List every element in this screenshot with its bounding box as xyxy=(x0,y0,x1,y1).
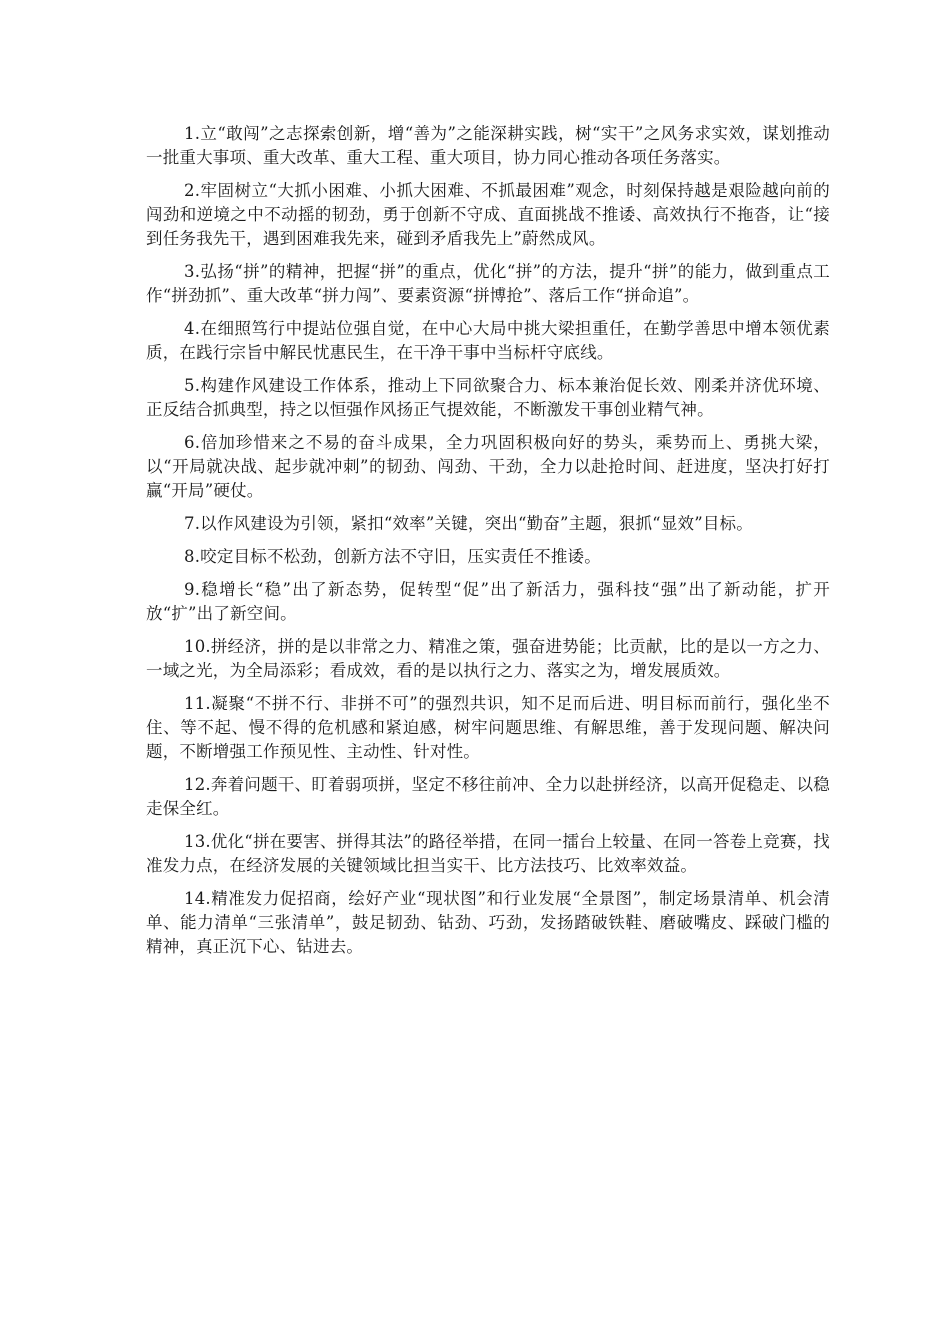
paragraph-3: 3.弘扬“拼”的精神，把握“拼”的重点，优化“拼”的方法，提升“拼”的能力，做到重点工作“拼劲抓”、重大改革“拼力闯”、要素资源“拼博抢”、落后工作“拼命追”。 xyxy=(146,262,830,305)
paragraph-9: 9.稳增长“稳”出了新态势，促转型“促”出了新活力，强科技“强”出了新动能，扩开放“扩”出了新空间。 xyxy=(146,580,830,623)
paragraph-5: 5.构建作风建设工作体系，推动上下同欲聚合力、标本兼治促长效、刚柔并济优环境、正反结合抓典型，持之以恒强作风扬正气提效能，不断激发干事创业精气神。 xyxy=(146,376,830,419)
document-body xyxy=(146,122,830,968)
paragraph-2: 2.牢固树立“大抓小困难、小抓大困难、不抓最困难”观念，时刻保持越是艰险越向前的闯劲和逆境之中不动摇的韧劲，勇于创新不守成、直面挑战不推诿、高效执行不拖沓，让“接到任务我先干，遇到困难我先来，碰到矛盾我先上”蔚然成风。 xyxy=(146,181,830,248)
paragraph-6: 6.倍加珍惜来之不易的奋斗成果，全力巩固积极向好的势头，乘势而上、勇挑大梁，以“开局就决战、起步就冲刺”的韧劲、闯劲、干劲，全力以赴抢时间、赶进度，坚决打好打赢“开局”硬仗。 xyxy=(146,433,830,500)
paragraph-4: 4.在细照笃行中提站位强自觉，在中心大局中挑大梁担重任，在勤学善思中增本领优素质，在践行宗旨中解民忧惠民生，在干净干事中当标杆守底线。 xyxy=(146,319,830,362)
paragraph-7: 7.以作风建设为引领，紧扣“效率”关键，突出“勤奋”主题，狠抓“显效”目标。 xyxy=(184,514,753,533)
paragraph-8: 8.咬定目标不松劲，创新方法不守旧，压实责任不推诿。 xyxy=(184,547,601,566)
paragraph-13: 13.优化“拼在要害、拼得其法”的路径举措，在同一擂台上较量、在同一答卷上竞赛，找准发力点，在经济发展的关键领域比担当实干、比方法技巧、比效率效益。 xyxy=(146,832,830,875)
paragraph-12: 12.奔着问题干、盯着弱项拼，坚定不移往前冲、全力以赴拼经济，以高开促稳走、以稳走保全红。 xyxy=(146,775,830,818)
paragraph-11: 11.凝聚“不拼不行、非拼不可”的强烈共识，知不足而后进、明目标而前行，强化坐不住、等不起、慢不得的危机感和紧迫感，树牢问题思维、有解思维，善于发现问题、解决问题，不断增强工作预见性、主动性、针对性。 xyxy=(146,694,830,761)
paragraph-14: 14.精准发力促招商，绘好产业“现状图”和行业发展“全景图”，制定场景清单、机会清单、能力清单“三张清单”，鼓足韧劲、钻劲、巧劲，发扬踏破铁鞋、磨破嘴皮、踩破门槛的精神，真正沉下心、钻进去。 xyxy=(146,889,830,956)
paragraph-10: 10.拼经济，拼的是以非常之力、精准之策，强奋进势能；比贡献，比的是以一方之力、一域之光，为全局添彩；看成效，看的是以执行之力、落实之为，增发展质效。 xyxy=(146,637,830,680)
paragraph-1: 1.立“敢闯”之志探索创新，增“善为”之能深耕实践，树“实干”之风务求实效，谋划推动一批重大事项、重大改革、重大工程、重大项目，协力同心推动各项任务落实。 xyxy=(146,124,830,167)
